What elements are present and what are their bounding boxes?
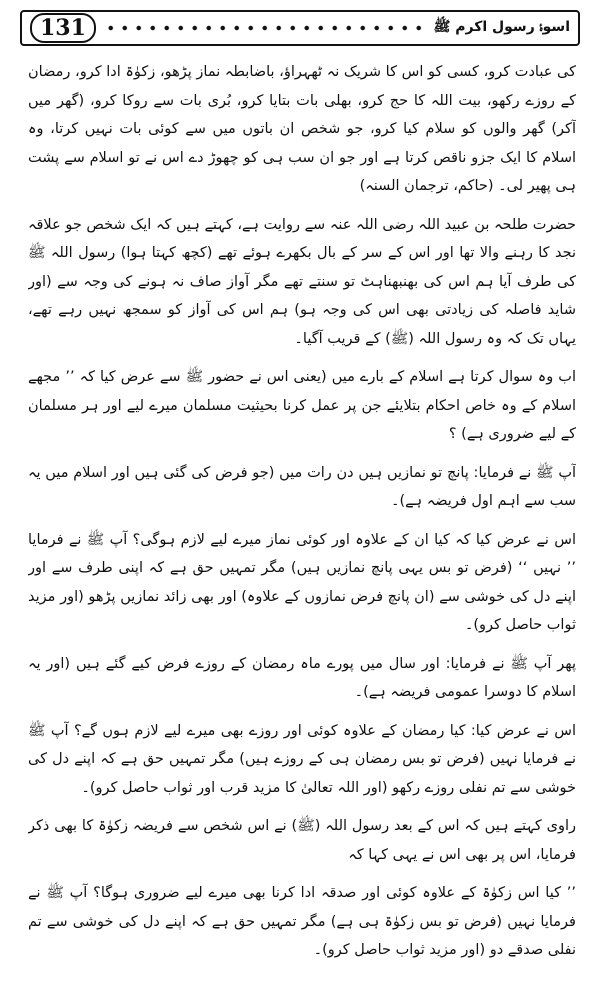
paragraph: اس نے عرض کیا: کیا رمضان کے علاوہ کوئی اور روزے بھی میرے لیے لازم ہوں گے؟ آپ ﷺ نے فرمایا نہیں (فرض تو بس رمضان ہی کے روزے ہیں) مگر تمہیں حق ہے کہ اپنے دل کی خوشی سے تم نفلی روزے رکھو (اور اللہ تعالیٰ کا مزید قرب اور ثواب حاصل کرو)۔: [28, 722, 576, 796]
page-body: [28, 58, 576, 968]
paragraph: حضرت طلحہ بن عبید اللہ رضی اللہ عنہ سے روایت ہے، کہتے ہیں کہ ایک شخص جو علاقہ نجد کا رہنے والا تھا اور اس کے سر کے بال بکھرے ہوئے تھے (کچھ کہتا ہوا) رسول اللہ ﷺ کی طرف آیا ہم اس کی بھنبھناہٹ تو سنتے تھے مگر آواز صاف نہ ہونے کی وجہ سے (اور شاید فاصلہ کی زیادتی بھی اس کی وجہ ہو) ہم اس کی آواز کو سمجھ نہیں رہے تھے، یہاں تک کہ وہ رسول اللہ (ﷺ) کے قریب آگیا۔: [28, 216, 576, 347]
paragraph: اس نے عرض کیا کہ کیا ان کے علاوہ اور کوئی نماز میرے لیے لازم ہوگی؟ آپ ﷺ نے فرمایا ’’ نہیں ‘‘ (فرض تو بس یہی پانچ نمازیں ہیں) مگر تمہیں حق ہے کہ اپنی طرف سے اور اپنے دل کی خوشی سے (ان پانچ فرض نمازوں کے علاوہ) اور بھی زائد نمازیں پڑھو (اور مزید ثواب حاصل کرو)۔: [28, 531, 576, 633]
paragraph: پھر آپ ﷺ نے فرمایا: اور سال میں پورے ماہ رمضان کے روزے فرض کیے گئے ہیں (اور یہ اسلام کا دوسرا عمومی فریضہ ہے)۔: [28, 655, 576, 700]
header-ornament: [106, 20, 424, 36]
paragraph: راوی کہتے ہیں کہ اس کے بعد رسول اللہ (ﷺ) نے اس شخص سے فریضہ زکوٰۃ کا بھی ذکر فرمایا، اس پر بھی اس نے یہی کہا کہ: [28, 818, 576, 863]
page-header: [20, 10, 580, 46]
page-number: 131: [30, 13, 96, 43]
paragraph: ’’ کیا اس زکوٰۃ کے علاوہ کوئی اور صدقہ ادا کرنا بھی میرے لیے ضروری ہوگا؟ آپ ﷺ نے فرمایا نہیں (فرض تو بس زکوٰۃ ہی ہے) مگر تمہیں حق ہے کہ اپنے دل کی خوشی سے تم نفلی صدقے دو (اور مزید ثواب حاصل کرو)۔: [28, 885, 576, 958]
paragraph: کی عبادت کرو، کسی کو اس کا شریک نہ ٹھہراؤ، باضابطہ نماز پڑھو، زکوٰۃ ادا کرو، رمضان کے روزے رکھو، بیت اللہ کا حج کرو، بھلی بات بتایا کرو، بُری بات سے روکا کرو، (گھر میں آکر) گھر والوں کو سلام کیا کرو، جو شخص ان باتوں میں سے کوئی بات نہیں کرتا، وہ اسلام کا ایک جزو ناقص کرتا ہے اور جو ان سب ہی کو چھوڑ دے اس نے تو اسلام سے پشت ہی پھیر لی۔ (حاکم، ترجمان السنہ): [28, 64, 576, 194]
paragraph: اب وہ سوال کرتا ہے اسلام کے بارے میں (یعنی اس نے حضور ﷺ سے عرض کیا کہ ’’ مجھے اسلام کے وہ خاص احکام بتلایئے جن پر عمل کرنا بحیثیت مسلمان میرے لیے اور ہر مسلمان کے لیے ضروری ہے) ؟: [28, 369, 576, 442]
running-title: اسوۂ رسول اکرم ﷺ: [433, 19, 570, 35]
paragraph: آپ ﷺ نے فرمایا: پانچ تو نمازیں ہیں دن رات میں (جو فرض کی گئی ہیں اور اسلام میں یہ سب سے اہم اول فریضہ ہے)۔: [28, 464, 576, 509]
